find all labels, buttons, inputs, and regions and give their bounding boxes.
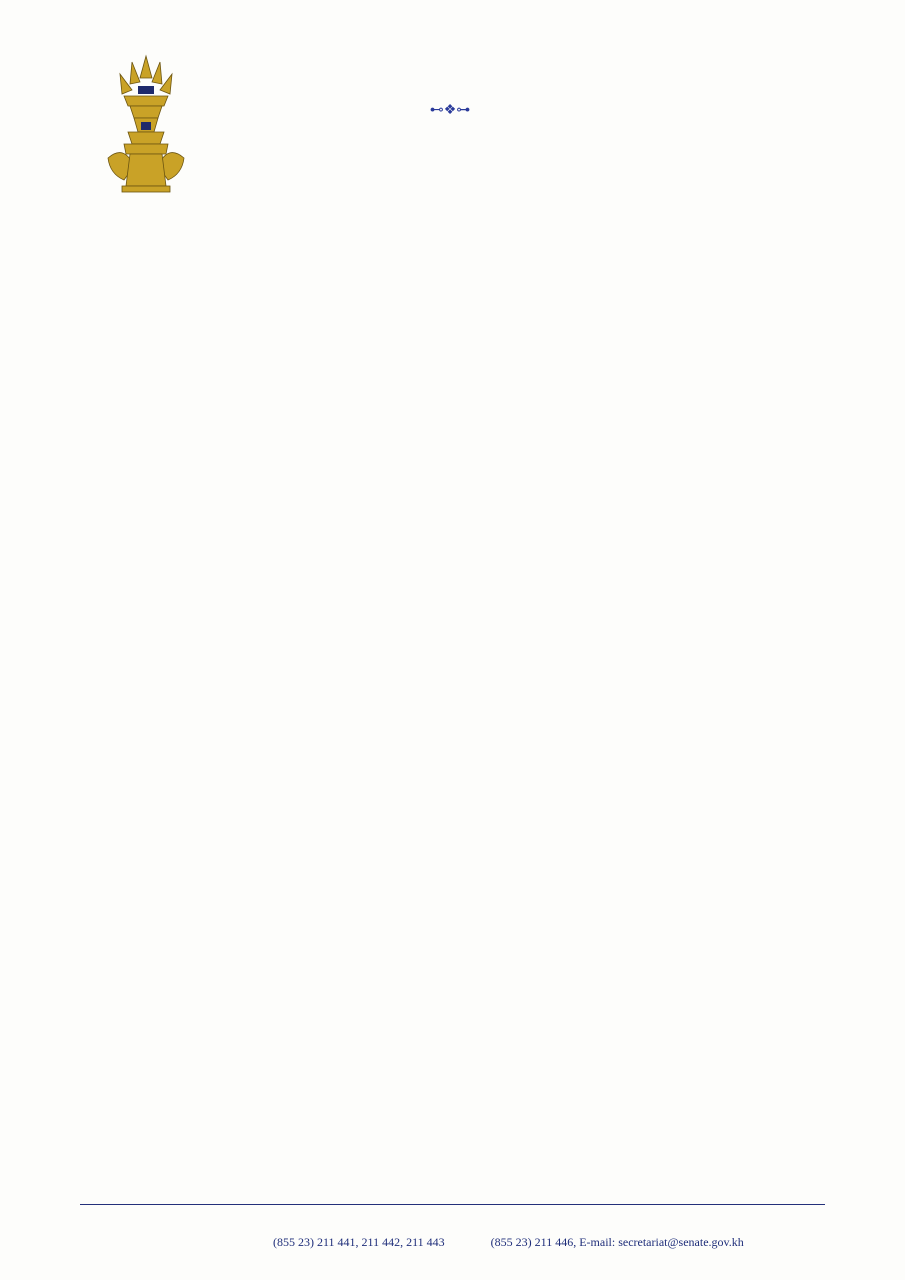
paragraph-line xyxy=(150,578,830,614)
fax-label xyxy=(448,1237,488,1249)
footer-contact xyxy=(230,1235,830,1250)
item-line xyxy=(198,626,828,662)
item-line xyxy=(198,932,828,968)
item-line xyxy=(198,1072,828,1108)
paragraph-line xyxy=(150,434,830,470)
item-line xyxy=(198,868,828,904)
senate-name xyxy=(70,222,240,248)
phone-label xyxy=(230,1237,270,1249)
decision-item-2 xyxy=(198,760,828,904)
secretariat-name xyxy=(70,248,240,274)
item-line xyxy=(198,662,828,698)
kingdom-header xyxy=(300,36,600,118)
senate-emblem xyxy=(94,48,198,198)
item-line xyxy=(198,1004,828,1040)
footer-address xyxy=(0,1212,905,1232)
footer-divider xyxy=(80,1204,825,1205)
kingdom-motto xyxy=(300,68,600,96)
fax-and-email: (855 23) 211 446, E-mail: secretariat@senate.gov.kh xyxy=(490,1235,744,1249)
item-line xyxy=(198,968,828,1004)
decision-item-4 xyxy=(198,1072,828,1144)
paragraph-line xyxy=(150,398,830,434)
ornament-divider: ⊷❖⊶ xyxy=(429,102,471,118)
document-type xyxy=(612,236,812,260)
item-line xyxy=(198,698,828,734)
item-line xyxy=(198,1040,828,1076)
body-text xyxy=(150,398,830,614)
paragraph-line xyxy=(150,470,830,506)
paragraph-line xyxy=(150,506,830,542)
reference-number xyxy=(66,288,366,318)
paragraph-line xyxy=(150,542,830,578)
kingdom-title xyxy=(300,38,600,66)
decision-item-3 xyxy=(198,932,828,1076)
item-line xyxy=(198,760,828,796)
institution-block xyxy=(70,222,240,274)
item-line xyxy=(198,832,828,868)
document-title xyxy=(200,354,720,384)
decision-item-1 xyxy=(198,626,828,734)
item-line xyxy=(198,796,828,832)
item-line xyxy=(198,1108,828,1144)
phone-numbers: (855 23) 211 441, 211 442, 211 443 xyxy=(273,1235,445,1249)
